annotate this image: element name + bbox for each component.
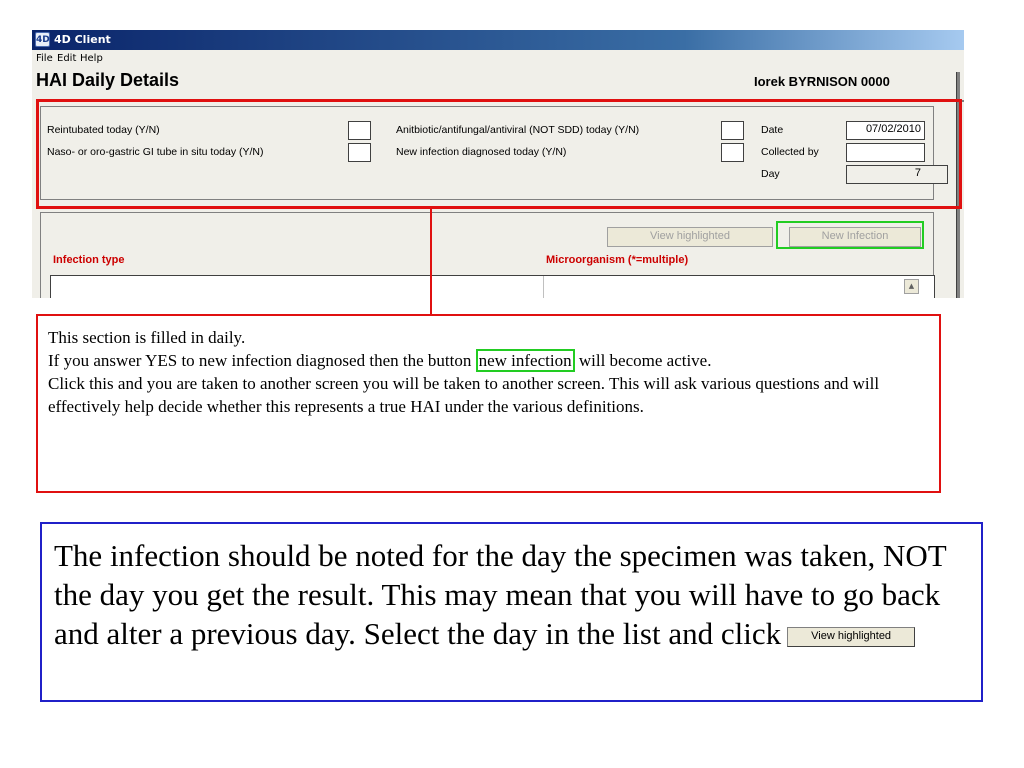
callout1-new-infection-highlight: new infection xyxy=(476,349,575,372)
menu-help[interactable]: Help xyxy=(80,53,103,64)
microorganism-header: Microorganism (*=multiple) xyxy=(546,254,689,266)
new-infection-label: New infection diagnosed today (Y/N) xyxy=(396,146,567,158)
daily-section-callout xyxy=(36,314,941,493)
page-title: HAI Daily Details xyxy=(36,70,180,90)
infection-type-header: Infection type xyxy=(53,254,125,266)
collected-by-label: Collected by xyxy=(761,146,819,158)
specimen-date-callout xyxy=(40,522,983,702)
menu-file[interactable]: File xyxy=(36,53,53,64)
new-infection-highlight xyxy=(776,221,924,249)
callout2-text: The infection should be noted for the day the specimen was taken, NOT the day you get the result. This may mean that you will have to go back and alter a previous day. Select the day in the list and click xyxy=(54,538,947,651)
callout1-line3: Click this and you are taken to another screen you will be taken to another screen. This will ask various questions and will effectively help decide whether this represents a true HAI under the various definitions. xyxy=(48,374,880,416)
naso-tube-label: Naso- or oro-gastric GI tube in situ today (Y/N) xyxy=(47,146,264,158)
app-title: 4D Client xyxy=(54,33,111,46)
callout-connector xyxy=(430,207,432,315)
view-highlighted-button[interactable]: View highlighted xyxy=(607,227,773,247)
date-label: Date xyxy=(761,124,784,136)
antibiotic-label: Anitbiotic/antifungal/antiviral (NOT SDD) today (Y/N) xyxy=(396,124,640,136)
new-infection-button[interactable]: New Infection xyxy=(789,227,921,247)
callout1-line1: This section is filled in daily. xyxy=(48,328,246,347)
day-field: 7 xyxy=(846,165,948,184)
callout1-line2-pre: If you answer YES to new infection diagnosed then the button xyxy=(48,351,476,370)
list-column-divider xyxy=(543,276,544,298)
reintubated-label: Reintubated today (Y/N) xyxy=(47,124,160,136)
menu-edit[interactable]: Edit xyxy=(57,53,77,64)
scroll-up-icon[interactable]: ▲ xyxy=(904,279,919,294)
callout1-line2-post: will become active. xyxy=(574,351,712,370)
inline-view-highlighted-button: View highlighted xyxy=(787,627,915,647)
date-field[interactable]: 07/02/2010 xyxy=(846,121,925,140)
title-bar xyxy=(32,30,964,50)
menu-bar xyxy=(32,50,964,68)
patient-name: Iorek BYRNISON 0000 xyxy=(754,74,890,89)
daily-section-highlight xyxy=(36,99,962,209)
app-logo-icon: 4D xyxy=(35,32,50,47)
infection-list[interactable] xyxy=(50,275,935,298)
callout1-line2 xyxy=(48,349,929,372)
day-label: Day xyxy=(761,168,780,180)
